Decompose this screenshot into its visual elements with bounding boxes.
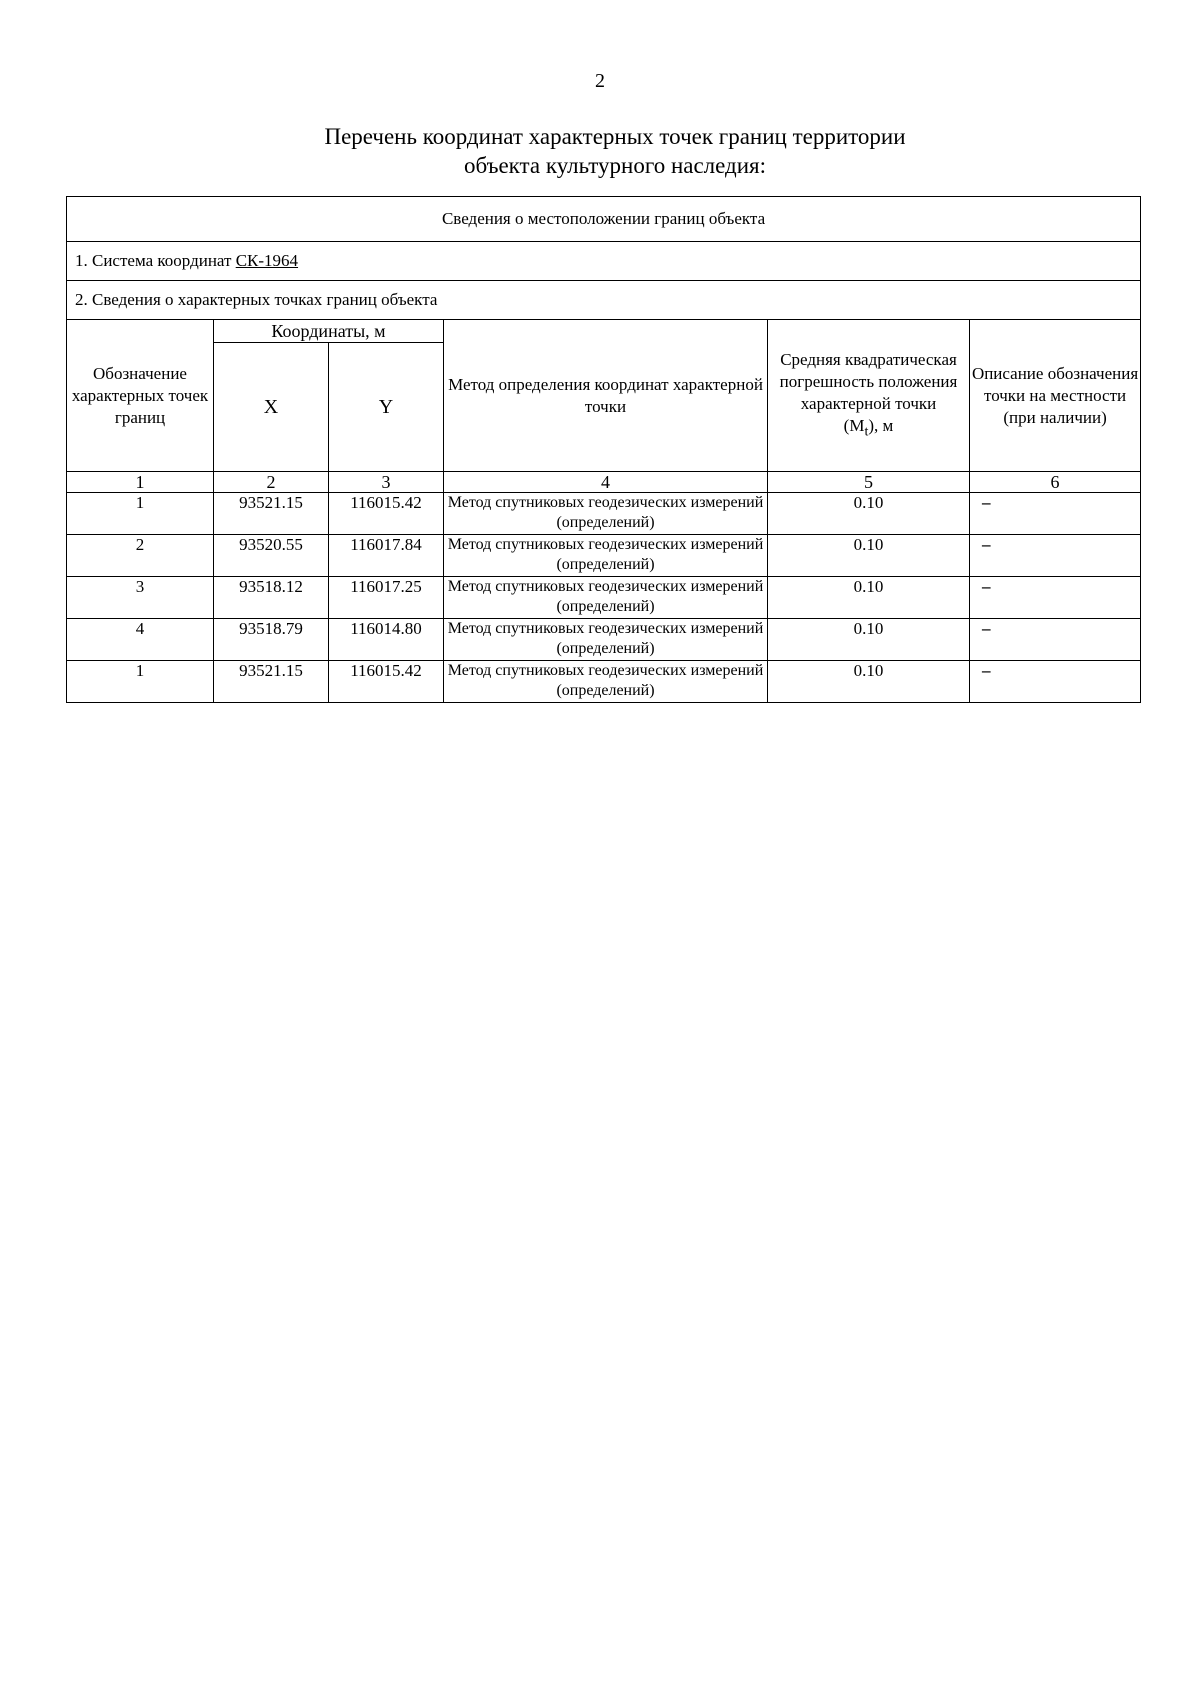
header-error-subscript: t — [864, 423, 869, 440]
header-error-text: Средняя квадратическая погрешность положения характерной точки — [779, 349, 958, 413]
cell-point: 1 — [67, 493, 214, 535]
cell-description: – — [970, 493, 1141, 535]
cell-x: 93521.15 — [214, 661, 329, 703]
header-y: Y — [329, 343, 444, 472]
table-row — [67, 493, 1141, 535]
cell-error: 0.10 — [768, 493, 970, 535]
page-number: 2 — [595, 70, 605, 92]
column-number: 6 — [970, 472, 1141, 493]
coordinate-system — [67, 242, 1141, 281]
table-caption: Сведения о местоположении границ объекта — [67, 197, 1141, 242]
cell-description: – — [970, 619, 1141, 661]
cell-y: 116014.80 — [329, 619, 444, 661]
cell-method: Метод спутниковых геодезических измерений (определений) — [444, 577, 768, 619]
header-point-designation: Обозначение характерных точек границ — [67, 320, 214, 472]
cell-description: – — [970, 577, 1141, 619]
column-number: 4 — [444, 472, 768, 493]
cell-y: 116017.25 — [329, 577, 444, 619]
document-title — [0, 122, 1200, 180]
cell-x: 93518.12 — [214, 577, 329, 619]
cell-x: 93518.79 — [214, 619, 329, 661]
header-x: X — [214, 343, 329, 472]
column-numbers-row — [67, 472, 1141, 493]
column-number: 5 — [768, 472, 970, 493]
title-line-2: объекта культурного наследия: — [463, 153, 767, 178]
cell-description: – — [970, 535, 1141, 577]
header-error — [768, 320, 970, 472]
table-row — [67, 661, 1141, 703]
cell-y: 116015.42 — [329, 493, 444, 535]
cell-error: 0.10 — [768, 535, 970, 577]
cell-point: 2 — [67, 535, 214, 577]
table-row — [67, 619, 1141, 661]
cell-y: 116017.84 — [329, 535, 444, 577]
cell-point: 1 — [67, 661, 214, 703]
table-row — [67, 535, 1141, 577]
cell-x: 93520.55 — [214, 535, 329, 577]
cell-error: 0.10 — [768, 577, 970, 619]
cell-point: 4 — [67, 619, 214, 661]
points-section-title: 2. Сведения о характерных точках границ объекта — [67, 281, 1141, 320]
cell-description: – — [970, 661, 1141, 703]
header-coordinates: Координаты, м — [214, 320, 444, 343]
coordinate-system-prefix: 1. Система координат — [75, 251, 232, 270]
cell-method: Метод спутниковых геодезических измерений (определений) — [444, 535, 768, 577]
table-row — [67, 577, 1141, 619]
header-description: Описание обозначения точки на местности (при наличии) — [970, 320, 1141, 472]
column-number: 2 — [214, 472, 329, 493]
header-method: Метод определения координат характерной точки — [444, 320, 768, 472]
cell-y: 116015.42 — [329, 661, 444, 703]
cell-x: 93521.15 — [214, 493, 329, 535]
header-error-unit: ), м — [868, 415, 894, 435]
header-error-symbol: (M — [843, 415, 865, 435]
cell-method: Метод спутниковых геодезических измерений (определений) — [444, 619, 768, 661]
column-number: 3 — [329, 472, 444, 493]
cell-error: 0.10 — [768, 619, 970, 661]
cell-method: Метод спутниковых геодезических измерений (определений) — [444, 493, 768, 535]
column-number: 1 — [67, 472, 214, 493]
cell-method: Метод спутниковых геодезических измерений (определений) — [444, 661, 768, 703]
coordinate-system-code: СК-1964 — [235, 251, 299, 270]
title-line-1: Перечень координат характерных точек границ территории — [324, 124, 906, 149]
cell-point: 3 — [67, 577, 214, 619]
coordinates-table — [66, 196, 1141, 703]
cell-error: 0.10 — [768, 661, 970, 703]
